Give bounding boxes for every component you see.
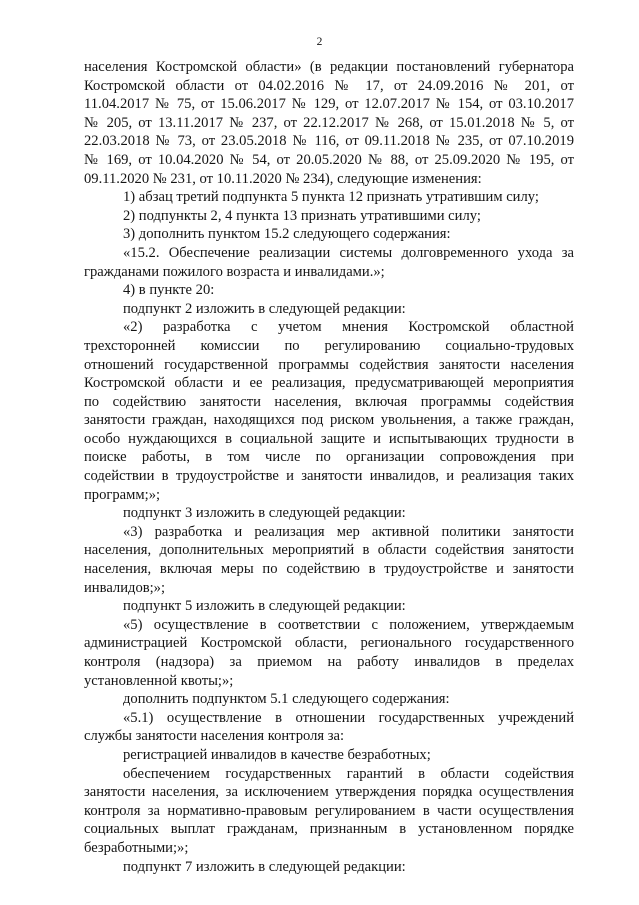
text-line: отношений государственной программы содействия занятости населения (84, 356, 574, 373)
text-line: № 169, от 10.04.2020 № 54, от 20.05.2020 № 88, от 25.09.2020 № 195, от (84, 151, 574, 168)
text-line: занятости граждан, находящихся под риском увольнения, а также граждан, (84, 412, 574, 429)
text-line: подпункт 3 изложить в следующей редакции: (123, 505, 406, 522)
text-line: «5) осуществление в соответствии с положением, утверждаемым (123, 616, 574, 633)
text-line: по содействию занятости населения, включая программы содействия (84, 393, 574, 410)
document-body (84, 58, 574, 876)
text-line: обеспечением государственных гарантий в области содействия (123, 765, 574, 782)
text-line: подпункт 2 изложить в следующей редакции: (123, 300, 406, 317)
text-line: 2) подпункты 2, 4 пункта 13 признать утратившими силу; (123, 207, 481, 224)
text-line: № 205, от 13.11.2017 № 237, от 22.12.2017 № 268, от 15.01.2018 № 5, от (84, 114, 574, 131)
text-line: трехсторонней комиссии по регулированию социально-трудовых (84, 337, 574, 354)
text-line: регистрацией инвалидов в качестве безработных; (123, 746, 431, 763)
text-line: «2) разработка с учетом мнения Костромской областной (123, 319, 574, 336)
text-line: 4) в пункте 20: (123, 282, 215, 299)
page-number: 2 (316, 36, 323, 48)
text-line: 11.04.2017 № 75, от 15.06.2017 № 129, от 12.07.2017 № 154, от 03.10.2017 (84, 96, 574, 113)
text-line: населения, включая меры по содействию в трудоустройстве и занятости (84, 561, 574, 578)
text-line: 3) дополнить пунктом 15.2 следующего содержания: (123, 226, 451, 243)
text-line: 1) абзац третий подпункта 5 пункта 12 признать утратившим силу; (123, 189, 539, 206)
text-line: гражданами пожилого возраста и инвалидами.»; (84, 263, 385, 280)
text-line: подпункт 5 изложить в следующей редакции: (123, 598, 406, 615)
text-line: поиске работы, в том числе по организации сопровождения при (84, 449, 574, 466)
text-line: населения Костромской области» (в редакции постановлений губернатора (84, 59, 574, 75)
text-line: 22.03.2018 № 73, от 23.05.2018 № 116, от 09.11.2018 № 235, от 07.10.2019 (84, 133, 574, 150)
text-line: «5.1) осуществление в отношении государственных учреждений (123, 709, 574, 726)
text-line: безработными;»; (84, 839, 189, 856)
text-line: «15.2. Обеспечение реализации системы долговременного ухода за (123, 244, 574, 261)
text-line: службы занятости населения контроля за: (84, 728, 345, 745)
text-line: дополнить подпунктом 5.1 следующего содержания: (123, 691, 450, 708)
text-line: социальных выплат гражданам, признанным в установленном порядке (84, 821, 574, 838)
text-line: занятости населения, за исключением утверждения порядка осуществления (84, 784, 574, 801)
text-line: содействии в трудоустройстве и занятости инвалидов, и реализация таких (84, 468, 574, 485)
text-line: контроля (надзора) за приемом на работу инвалидов в пределах (84, 654, 574, 670)
text-line: инвалидов;»; (84, 579, 166, 596)
text-line: Костромской области и ее реализация, предусматривающей мероприятия (84, 375, 574, 392)
text-line: подпункт 7 изложить в следующей редакции: (123, 858, 406, 875)
text-line: установленной квоты;»; (84, 672, 234, 689)
text-line: особо нуждающихся в социальной защите и испытывающих трудности в (84, 430, 574, 447)
text-line: администрацией Костромской области, регионального государственного (84, 635, 574, 652)
text-line: 09.11.2020 № 231, от 10.11.2020 № 234), следующие изменения: (84, 170, 482, 187)
text-line: «3) разработка и реализация мер активной политики занятости (123, 523, 574, 540)
text-line: Костромской области от 04.02.2016 № 17, от 24.09.2016 № 201, от (84, 77, 574, 94)
text-line: населения, дополнительных мероприятий в области содействия занятости (84, 542, 574, 559)
text-line: контроля за нормативно-правовым регулированием в части осуществления (84, 802, 574, 819)
text-line: программ;»; (84, 486, 161, 503)
